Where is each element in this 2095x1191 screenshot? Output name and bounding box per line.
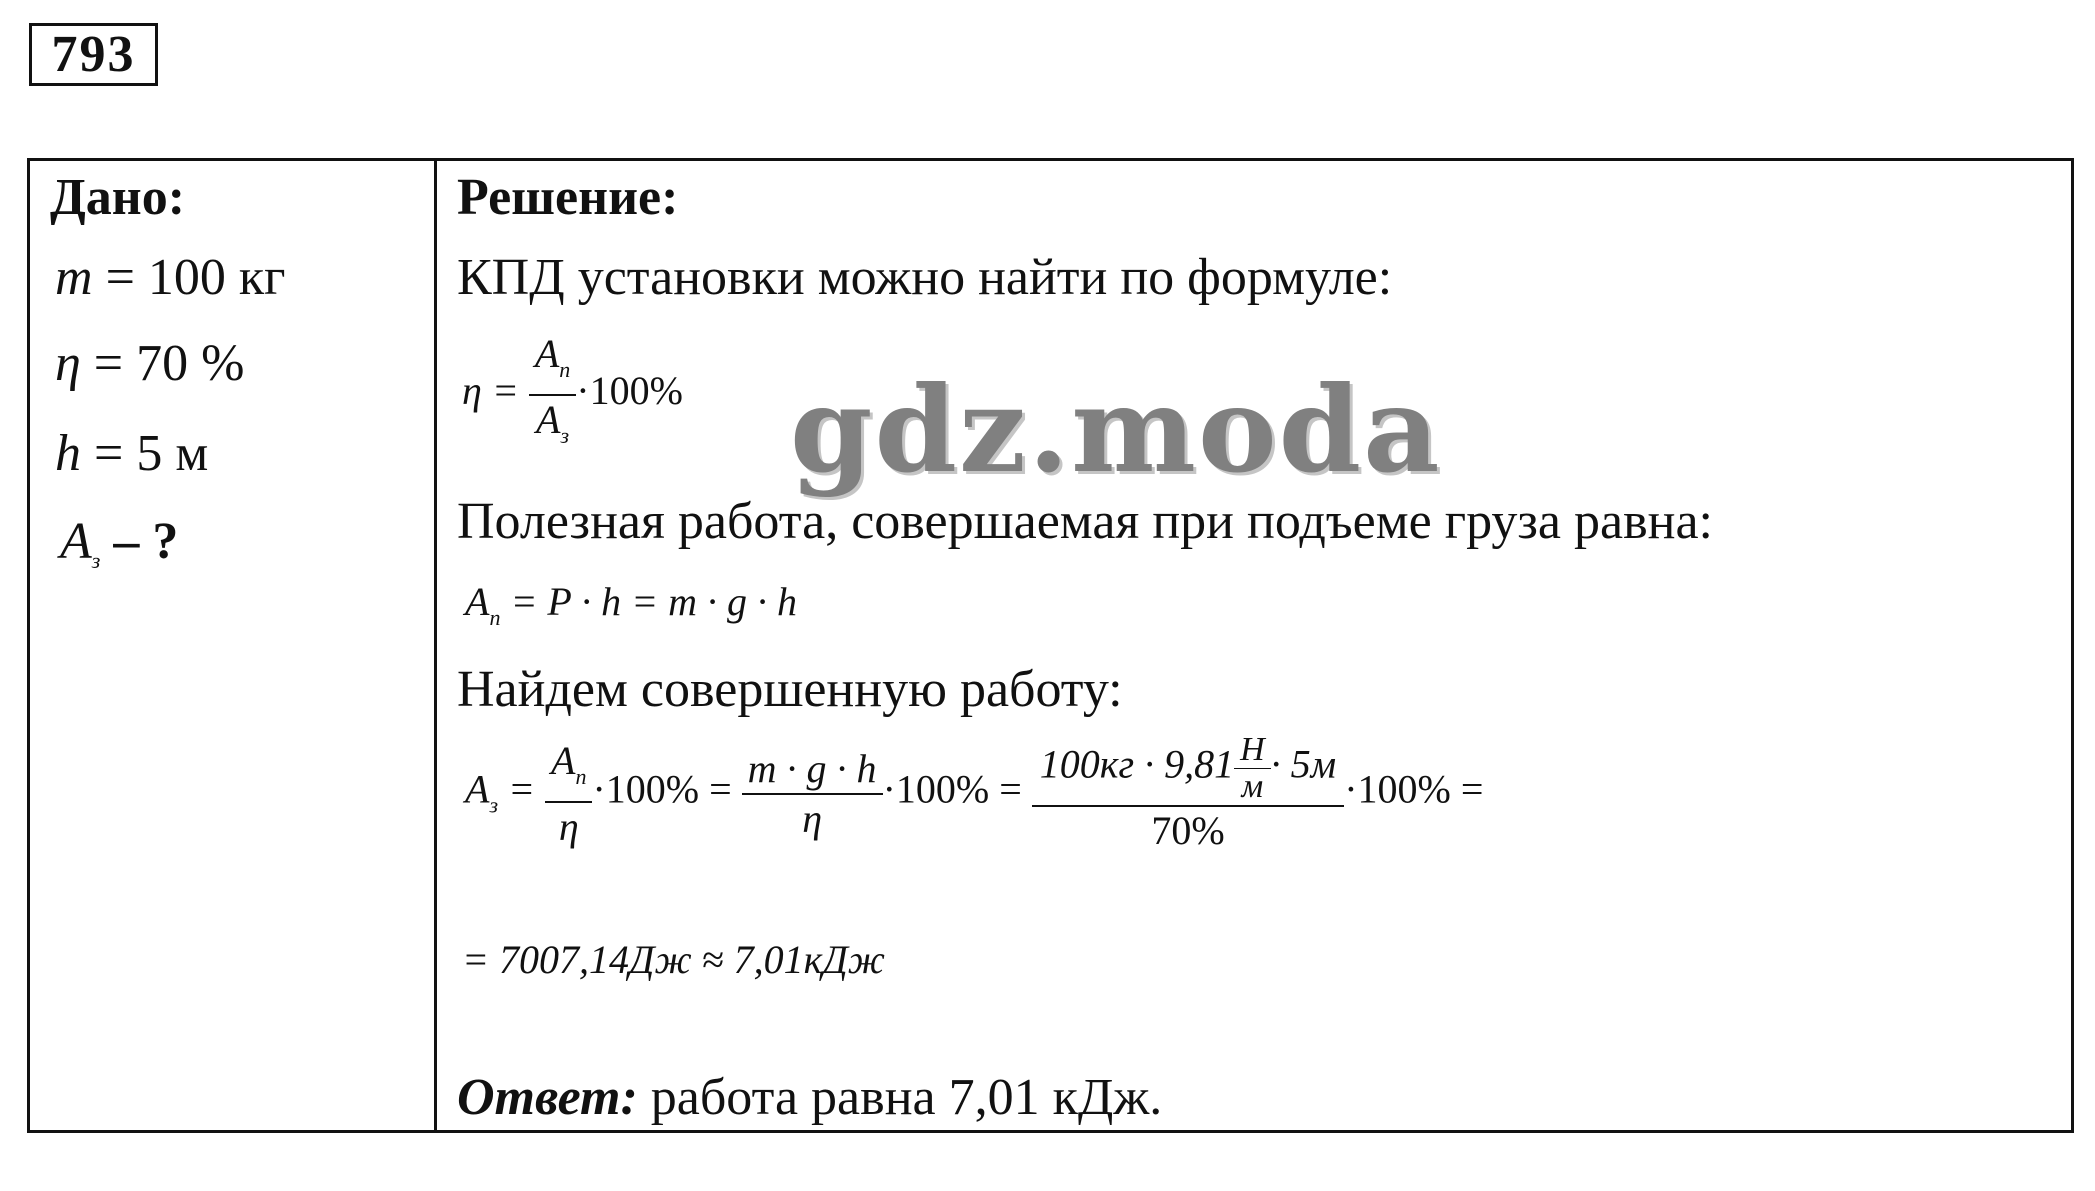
- solution-line-3: Найдем совершенную работу:: [457, 661, 1123, 718]
- answer: Ответ: работа равна 7,01 кДж.: [457, 1069, 1163, 1126]
- total-work-formula: $A_з$ = $\frac{A_п}{\eta}$ ·100% = $\frac{m \cdot g \cdot h}{\eta}$ ·100% = 100кг · 9,81 $\frac{Н}{м}$ · 5м 70% ·100% =: [465, 731, 1484, 853]
- watermark: gdz.moda: [790, 360, 1442, 499]
- result-formula: = 7007,14Дж ≈ 7,01кДж: [462, 937, 885, 982]
- problem-number: 793: [29, 23, 158, 86]
- given-efficiency: η = 70 %: [55, 335, 245, 392]
- solution-line-2: Полезная работа, совершаемая при подъеме груза равна:: [457, 493, 1713, 550]
- solution-line-1: КПД установки можно найти по формуле:: [457, 249, 1393, 306]
- given-height: h = 5 м: [55, 425, 209, 482]
- given-header: Дано:: [50, 169, 186, 226]
- fraction: $\frac{m \cdot g \cdot h}{\eta}$: [742, 745, 883, 843]
- fraction: $\frac{A_п}{\eta}$: [545, 737, 592, 851]
- useful-work-formula: $A_п = P \cdot h = m \cdot g \cdot h$: [465, 579, 798, 630]
- given-unknown: $A_з$ – ?: [60, 513, 179, 573]
- column-divider: [434, 158, 437, 1133]
- fraction: $\frac{A_п}{A_з}$: [529, 330, 576, 460]
- solution-header: Решение:: [457, 169, 679, 226]
- efficiency-formula: η = $\frac{A_п}{A_з}$ ·100%: [462, 330, 683, 460]
- fraction: 100кг · 9,81 $\frac{Н}{м}$ · 5м 70%: [1032, 732, 1344, 855]
- given-mass: m = 100 кг: [55, 249, 286, 306]
- unit-fraction: $\frac{Н}{м}$: [1234, 732, 1271, 805]
